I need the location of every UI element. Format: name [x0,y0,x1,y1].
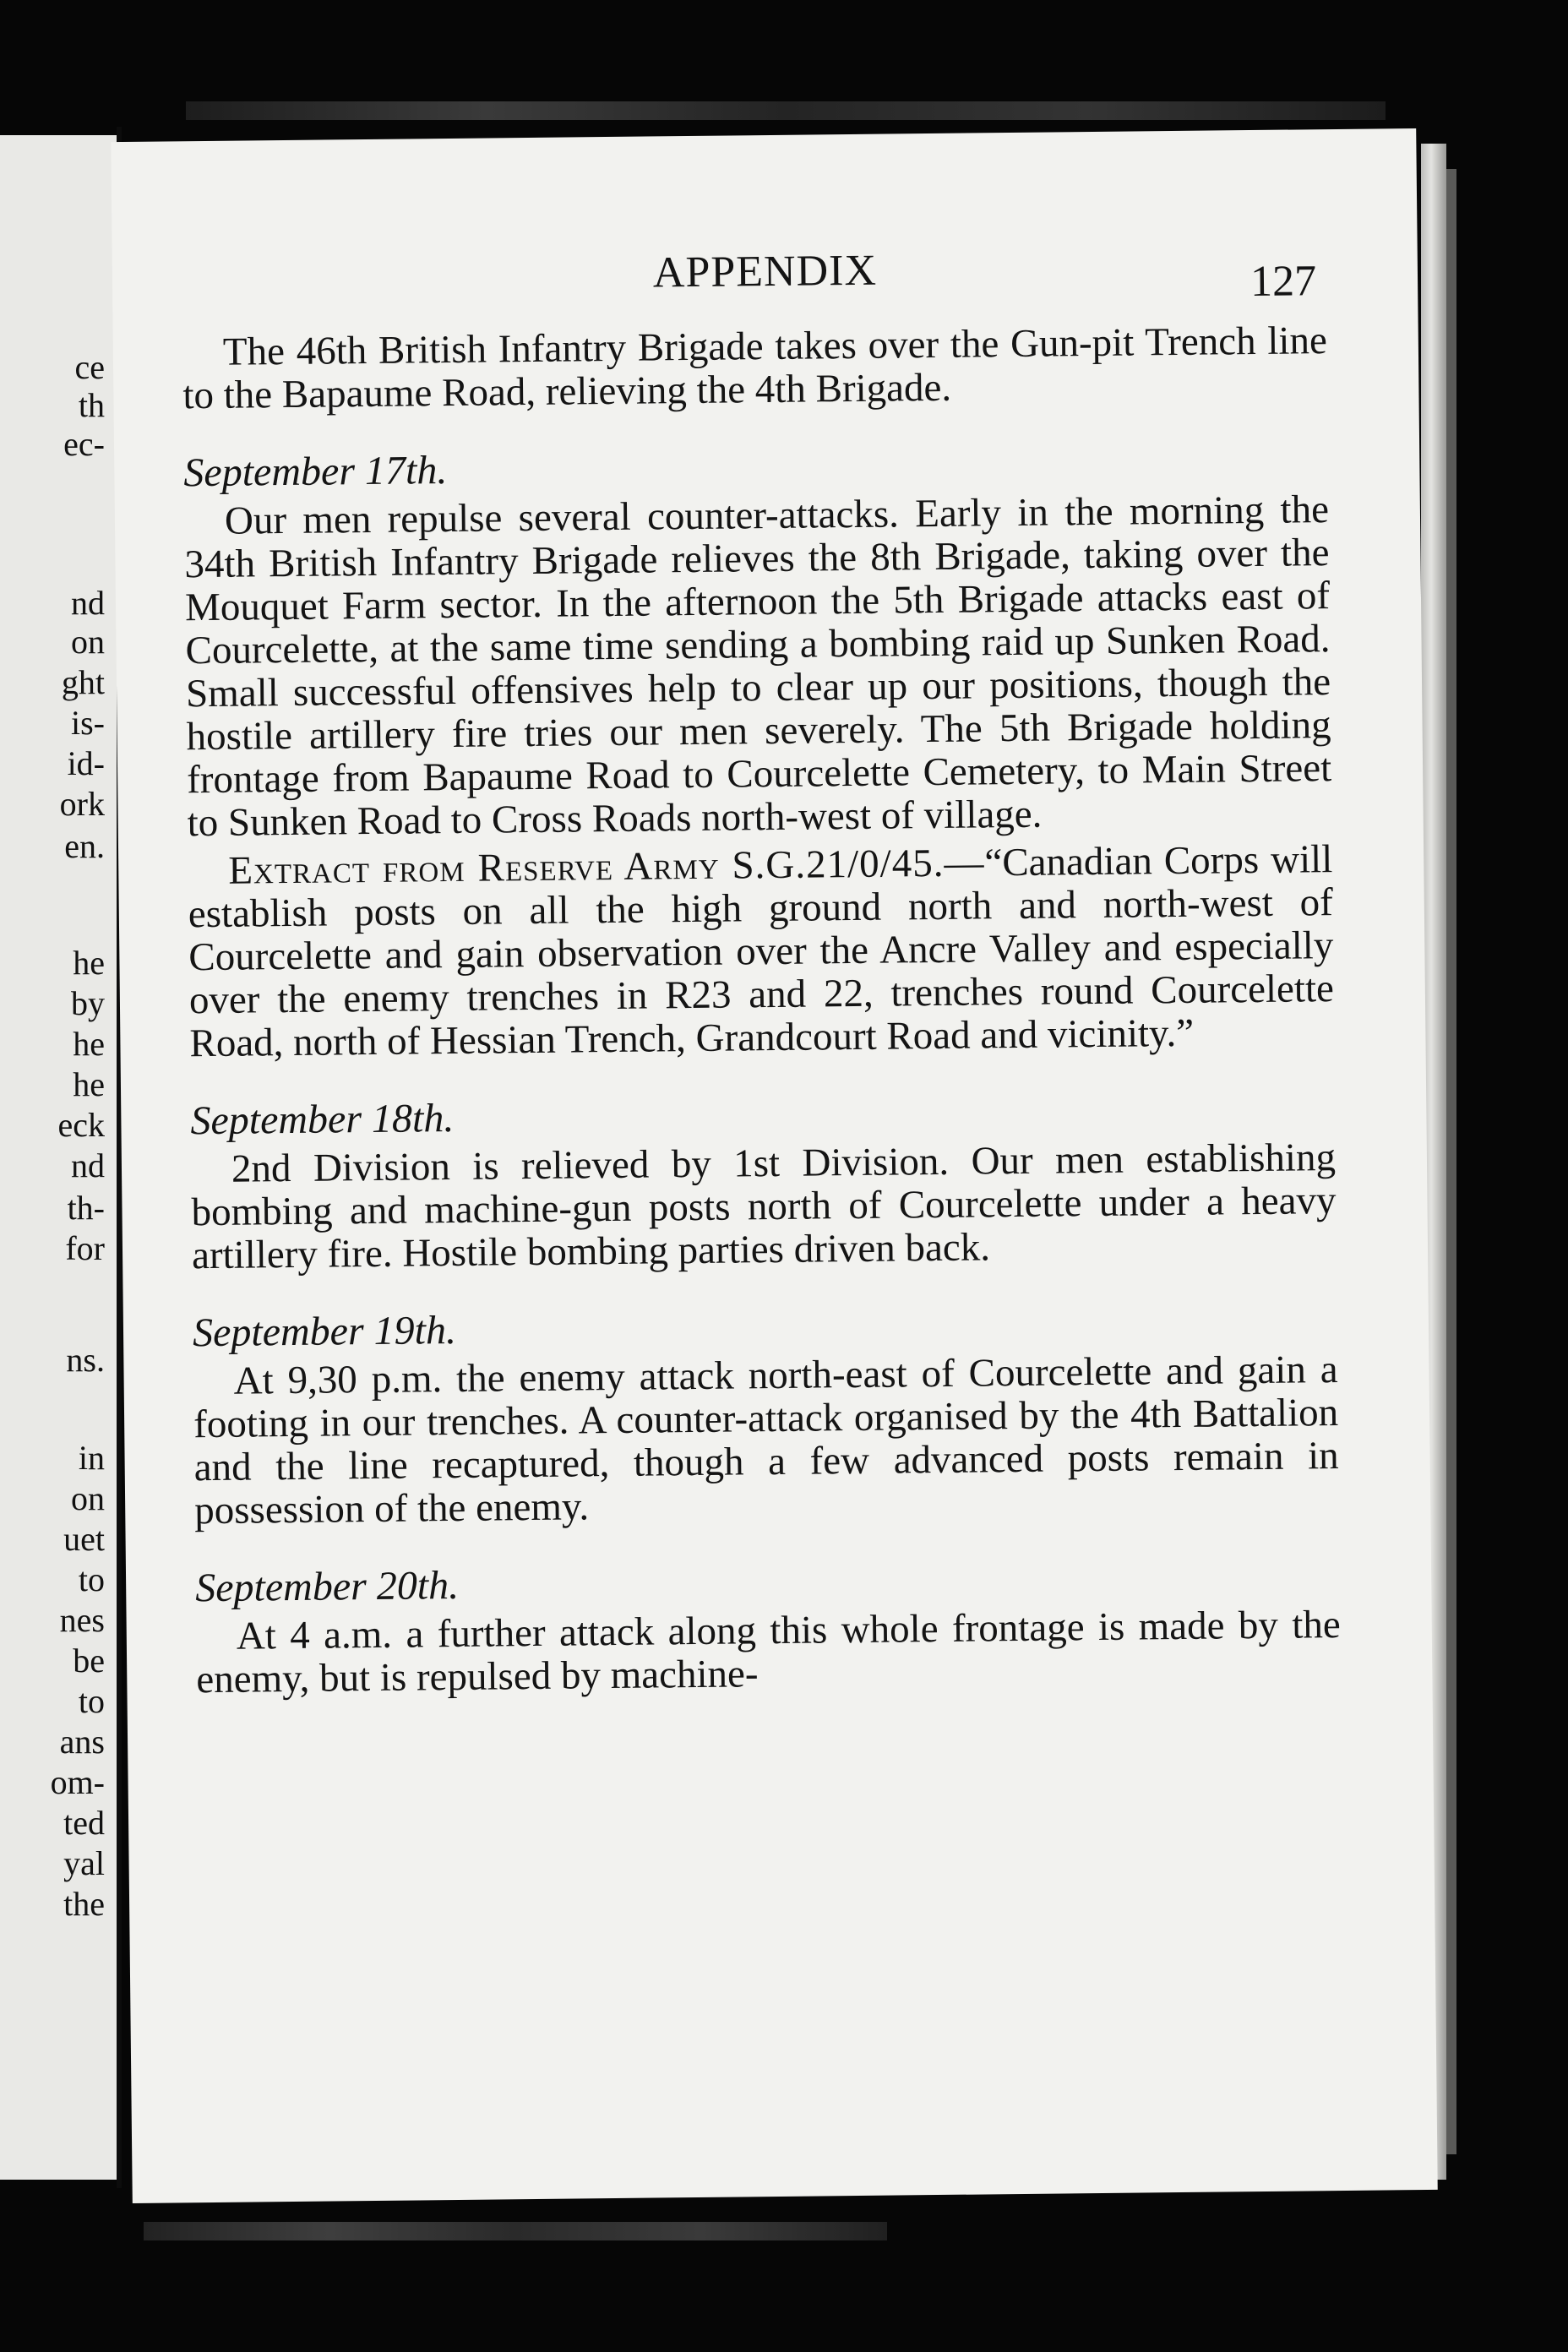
facing-page-line: in [78,1439,105,1477]
facing-page-line: ght [61,663,105,701]
facing-page-line: on [71,1479,105,1517]
facing-page-line: to [78,1682,105,1720]
bottom-edge-shadow [144,2222,887,2240]
facing-page-line: nd [71,584,105,622]
entry-paragraph: At 9,30 p.m. the enemy attack north-east of Courcelette and gain a footing in our trenches. A counter-attack organised by the 4th Battalion and the line recaptured, though a few advanced posts remain in possession of the enemy. [193,1348,1339,1533]
extract-paragraph [188,838,1335,1065]
entry-paragraph: 2nd Division is relieved by 1st Division. Our men establishing bombing and machine-gun posts north of Courcelette under a heavy artillery fire. Hostile bombing parties driven back. [191,1135,1337,1278]
page-body [182,319,1342,1701]
facing-page-line: for [65,1229,105,1267]
facing-page-line: be [73,1642,105,1680]
extract-quote: “Canadian Corps will establish posts on all the high ground north and north-west of Courcelette and gain observation over the Ancre Valley and especially over the enemy trenches in R23 and 22, trenches round Courcelette Road, north of Hessian Trench, Grandcourt Road and vicinity.” [188,837,1335,1066]
facing-page-line: ec- [63,425,105,463]
facing-page-line: ans [59,1723,105,1761]
facing-page-line: yal [63,1844,105,1882]
book-page [111,128,1437,2203]
facing-page-line: to [78,1560,105,1598]
facing-page-line: the [63,1885,105,1923]
page-number: 127 [1250,257,1317,307]
date-heading: September 20th. [194,1562,460,1611]
facing-page-line: he [73,1065,105,1103]
facing-page-line: id- [67,744,105,782]
facing-page-line: en. [64,827,105,865]
facing-page-line: on [71,623,105,661]
entry-paragraph: At 4 a.m. a further attack along this whole frontage is made by the enemy, but is repulsed by machine- [196,1603,1341,1702]
opening-paragraph: The 46th British Infantry Brigade takes over the Gun-pit Trench line to the Bapaume Road, relieving the 4th Brigade. [182,318,1328,418]
facing-page-line: ns. [66,1341,105,1379]
facing-page-line: th [78,386,105,424]
page-edge-shadow [1446,169,1456,2154]
extract-heading: Extract from Reserve Army S.G.21/0/45.— [228,841,985,893]
facing-page-line: th- [67,1189,105,1227]
facing-page-line: nes [59,1601,105,1639]
facing-page-line: eck [57,1106,105,1144]
date-heading: September 19th. [192,1307,457,1356]
facing-page-line: om- [50,1763,105,1801]
facing-page-line: ce [74,348,105,386]
entry-paragraph: Our men repulse several counter-attacks. Early in the morning the 34th British Infantry Brigade relieves the 8th Brigade, taking over the Mouquet Farm sector. In the afternoon the 5th Brigade attacks east of Courcelette, at the same time sending a bombing raid up Sunken Road. Small successful offensives help to clear up our positions, though the hostile artillery fire tries our men severely. The 5th Brigade holding frontage from Bapaume Road to Courcelette Cemetery, to Main Street to Sunken Road to Cross Roads north-west of village. [184,487,1332,846]
facing-page-line: he [73,1025,105,1063]
facing-page-line: is- [71,704,105,742]
facing-page-line: uet [63,1520,105,1558]
facing-page-line: ted [63,1804,105,1842]
facing-page-fragment [0,135,117,2180]
facing-page-line: ork [59,785,105,823]
facing-page-line: by [71,984,105,1022]
facing-page-line: nd [71,1146,105,1184]
date-heading: September 18th. [190,1095,455,1144]
date-heading: September 17th. [183,448,448,496]
running-head: APPENDIX [652,246,878,297]
facing-page-line: he [73,944,105,982]
top-edge-shadow [186,101,1386,120]
